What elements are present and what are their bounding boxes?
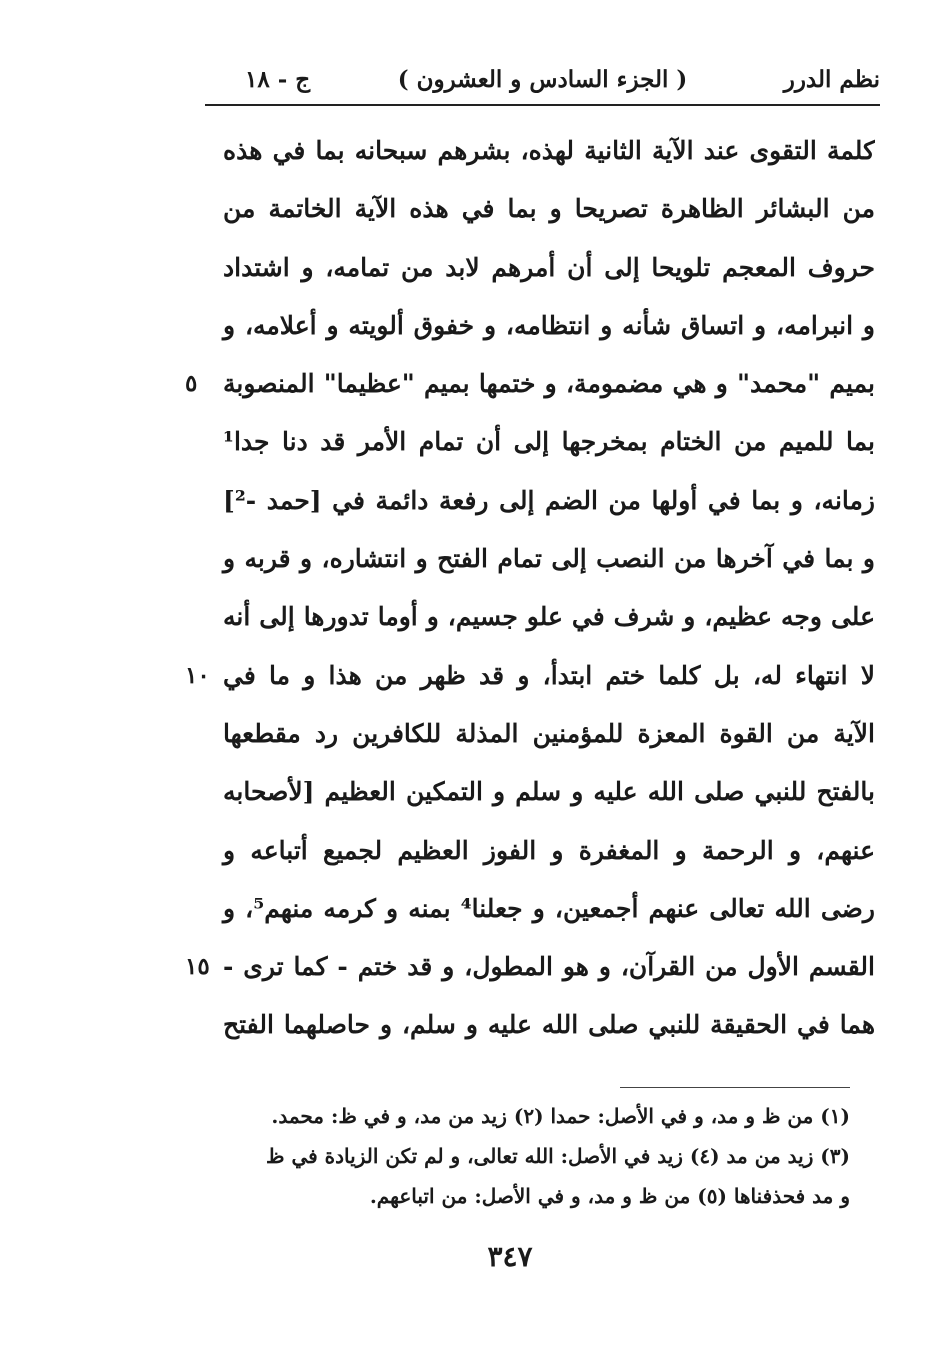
section-title: ( الجزء السادس و العشرون ) [397,66,688,93]
text-line: على وجه عظيم، و شرف في علو جسيم، و أوما تدورها إلى أنه [223,602,875,632]
footnote-line: (١) من ظ و مد، و في الأصل: حمدا (٢) زيد من مد، و في ظ: محمد. [271,1104,850,1128]
text-line: من البشائر الظاهرة تصريحا و بما في هذه الآية الخاتمة من [223,194,875,224]
footnote-line: و مد فحذفناها (٥) من ظ و مد، و في الأصل: من اتباعهم. [369,1184,850,1208]
text-line: رضى الله تعالى عنهم أجمعين، و جعلنا⁴ بمنه و كرمه منهم⁵، و [223,893,875,923]
footnote-divider [620,1087,850,1088]
text-line: القسم الأول من القرآن، و هو المطول، و قد ختم - كما ترى - ١٥ [185,938,875,996]
page-number: ٣٤٧ [487,1240,533,1273]
volume-number: ج - ١٨ [245,66,311,93]
line-number: ٥ [185,370,198,398]
text-line: زمانه، و بما في أولها من الضم إلى رفعة دائمة في [حمد -²] [223,485,875,515]
main-text [185,122,875,1055]
footnote-line: (٣) زيد من مد (٤) زيد في الأصل: الله تعالى، و لم تكن الزيادة في ظ [266,1144,850,1168]
text-line: كلمة التقوى عند الآية الثانية لهذه، بشرهم سبحانه بما في هذه [223,136,875,165]
running-header [205,62,880,102]
text-line: حروف المعجم تلويحا إلى أن أمرهم لابد من تمامه، و اشتداد [223,252,875,282]
text-line: عنهم، و الرحمة و المغفرة و الفوز العظيم لجميع أتباعه و [223,835,875,865]
line-number: ١٥ [185,953,210,981]
text-line: بما للميم من الختام بمخرجها إلى أن تمام الأمر قد دنا جدا¹ [223,427,875,457]
text-line: هما في الحقيقة للنبي صلى الله عليه و سلم، و حاصلهما الفتح [223,1010,875,1040]
line-number: ١٠ [185,661,210,689]
text-line: و انبرامه، و اتساق شأنه و انتظامه، و خفوق ألويته و أعلامه، و [223,310,875,340]
text-line: لا انتهاء له، بل كلما ختم ابتدأ، و قد ظهر من هذا و ما في ١٠ [185,647,875,705]
text-line: بميم "محمد" و هي مضمومة، و ختمها بميم "عظيما" المنصوبة ٥ [185,355,875,413]
text-line: بالفتح للنبي صلى الله عليه و سلم و التمكين العظيم [لأصحابه [223,777,875,807]
text-line: و بما في آخرها من النصب إلى تمام الفتح و انتشاره، و قربه و [223,544,875,574]
text-line: الآية من القوة المعزة للمؤمنين المذلة للكافرين رد مقطعها [223,718,875,748]
footnotes [200,1096,850,1216]
book-title: نظم الدرر [783,66,880,93]
header-divider [205,104,880,106]
